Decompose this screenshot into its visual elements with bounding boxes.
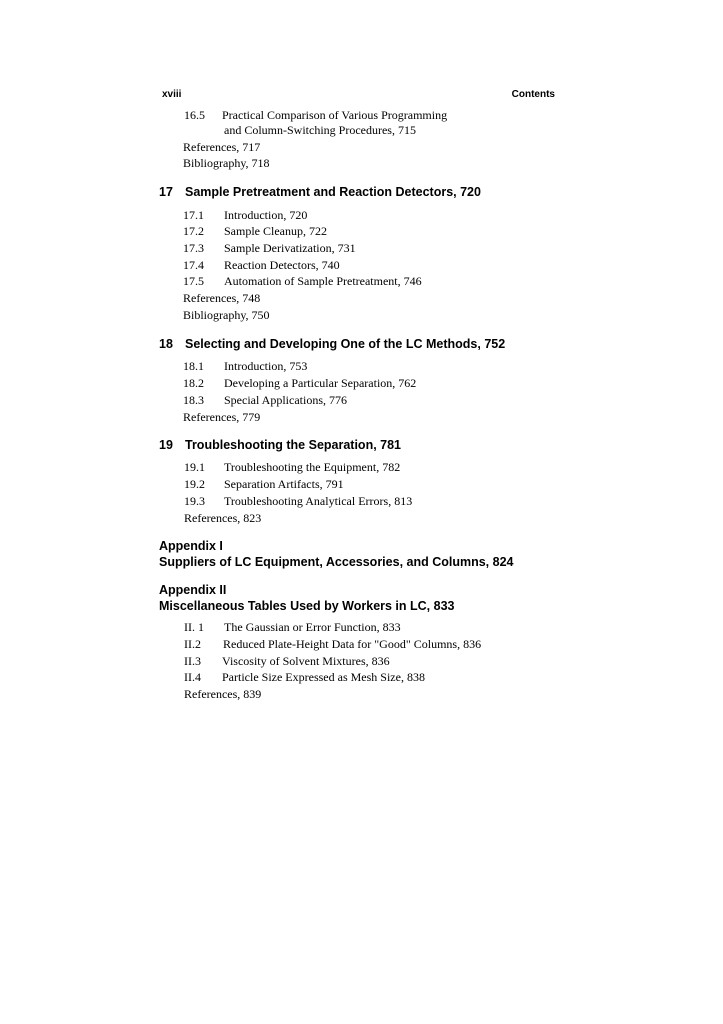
toc-entry [183, 376, 543, 392]
entry-number: 17.4 [183, 258, 204, 272]
toc-entry [183, 393, 543, 409]
toc-entry [183, 241, 543, 257]
toc-entry [184, 460, 544, 476]
bibliography-entry: Bibliography, 718 [183, 156, 270, 170]
entry-text: Reduced Plate-Height Data for "Good" Columns, 836 [223, 637, 482, 651]
entry-text: Introduction, 720 [224, 208, 308, 222]
entry-number: 19.1 [184, 460, 205, 474]
entry-number: 19.3 [184, 494, 205, 508]
entry-text: Automation of Sample Pretreatment, 746 [224, 274, 422, 288]
appendix-label-2: Appendix II [159, 583, 227, 597]
chapter-title: Selecting and Developing One of the LC Methods, 752 [185, 337, 506, 351]
chapter-heading-19 [159, 438, 401, 452]
chapter-heading-17 [159, 185, 481, 199]
entry-text: Sample Derivatization, 731 [224, 241, 356, 255]
entry-number: 17.5 [183, 274, 204, 288]
toc-entry [184, 654, 544, 670]
entry-number: 17.2 [183, 224, 204, 238]
toc-entry [183, 359, 543, 375]
chapter-number: 18 [159, 337, 173, 351]
entry-text-continued: and Column-Switching Procedures, 715 [224, 123, 416, 137]
entry-text: Reaction Detectors, 740 [224, 258, 340, 272]
references-entry: References, 839 [184, 687, 262, 701]
entry-number: II. 1 [184, 620, 204, 634]
bibliography-entry: Bibliography, 750 [183, 308, 270, 322]
entry-text: Viscosity of Solvent Mixtures, 836 [222, 654, 390, 668]
references-entry: References, 779 [183, 410, 261, 424]
references-entry: References, 748 [183, 291, 261, 305]
running-title: Contents [511, 89, 555, 100]
chapter-title: Sample Pretreatment and Reaction Detectors, 720 [185, 185, 481, 199]
entry-text: Troubleshooting Analytical Errors, 813 [224, 494, 413, 508]
toc-entry [183, 258, 543, 274]
entry-number: 17.3 [183, 241, 204, 255]
entry-text: Developing a Particular Separation, 762 [224, 376, 417, 390]
entry-text: Separation Artifacts, 791 [224, 477, 344, 491]
entry-number: 18.3 [183, 393, 204, 407]
references-entry: References, 823 [184, 511, 262, 525]
toc-entry [183, 274, 543, 290]
entry-text: Particle Size Expressed as Mesh Size, 838 [222, 670, 425, 684]
entry-number: II.4 [184, 670, 201, 684]
entry-number: 17.1 [183, 208, 204, 222]
entry-number: II.2 [184, 637, 201, 651]
entry-text: The Gaussian or Error Function, 833 [224, 620, 401, 634]
appendix-title-1: Suppliers of LC Equipment, Accessories, and Columns, 824 [159, 555, 514, 569]
toc-entry [184, 637, 544, 653]
toc-entry [184, 670, 544, 686]
entry-number: 16.5 [184, 108, 205, 122]
chapter-title: Troubleshooting the Separation, 781 [185, 438, 402, 452]
chapter-heading-18 [159, 337, 505, 351]
toc-entry [183, 224, 543, 240]
toc-entry-16-5 [184, 108, 544, 124]
entry-number: 18.1 [183, 359, 204, 373]
entry-number: 18.2 [183, 376, 204, 390]
entry-number: 19.2 [184, 477, 205, 491]
toc-entry [184, 494, 544, 510]
entry-text: Practical Comparison of Various Programming [222, 108, 448, 122]
chapter-number: 17 [159, 185, 173, 199]
entry-text: Troubleshooting the Equipment, 782 [224, 460, 401, 474]
entry-text: Introduction, 753 [224, 359, 308, 373]
entry-text: Special Applications, 776 [224, 393, 347, 407]
toc-entry [183, 208, 543, 224]
references-entry: References, 717 [183, 140, 261, 154]
appendix-label-1: Appendix I [159, 539, 223, 553]
entry-number: II.3 [184, 654, 201, 668]
appendix-title-2: Miscellaneous Tables Used by Workers in LC, 833 [159, 599, 455, 613]
entry-text: Sample Cleanup, 722 [224, 224, 327, 238]
page-number: xviii [162, 89, 182, 100]
toc-entry [184, 477, 544, 493]
chapter-number: 19 [159, 438, 173, 452]
toc-entry [184, 620, 544, 636]
